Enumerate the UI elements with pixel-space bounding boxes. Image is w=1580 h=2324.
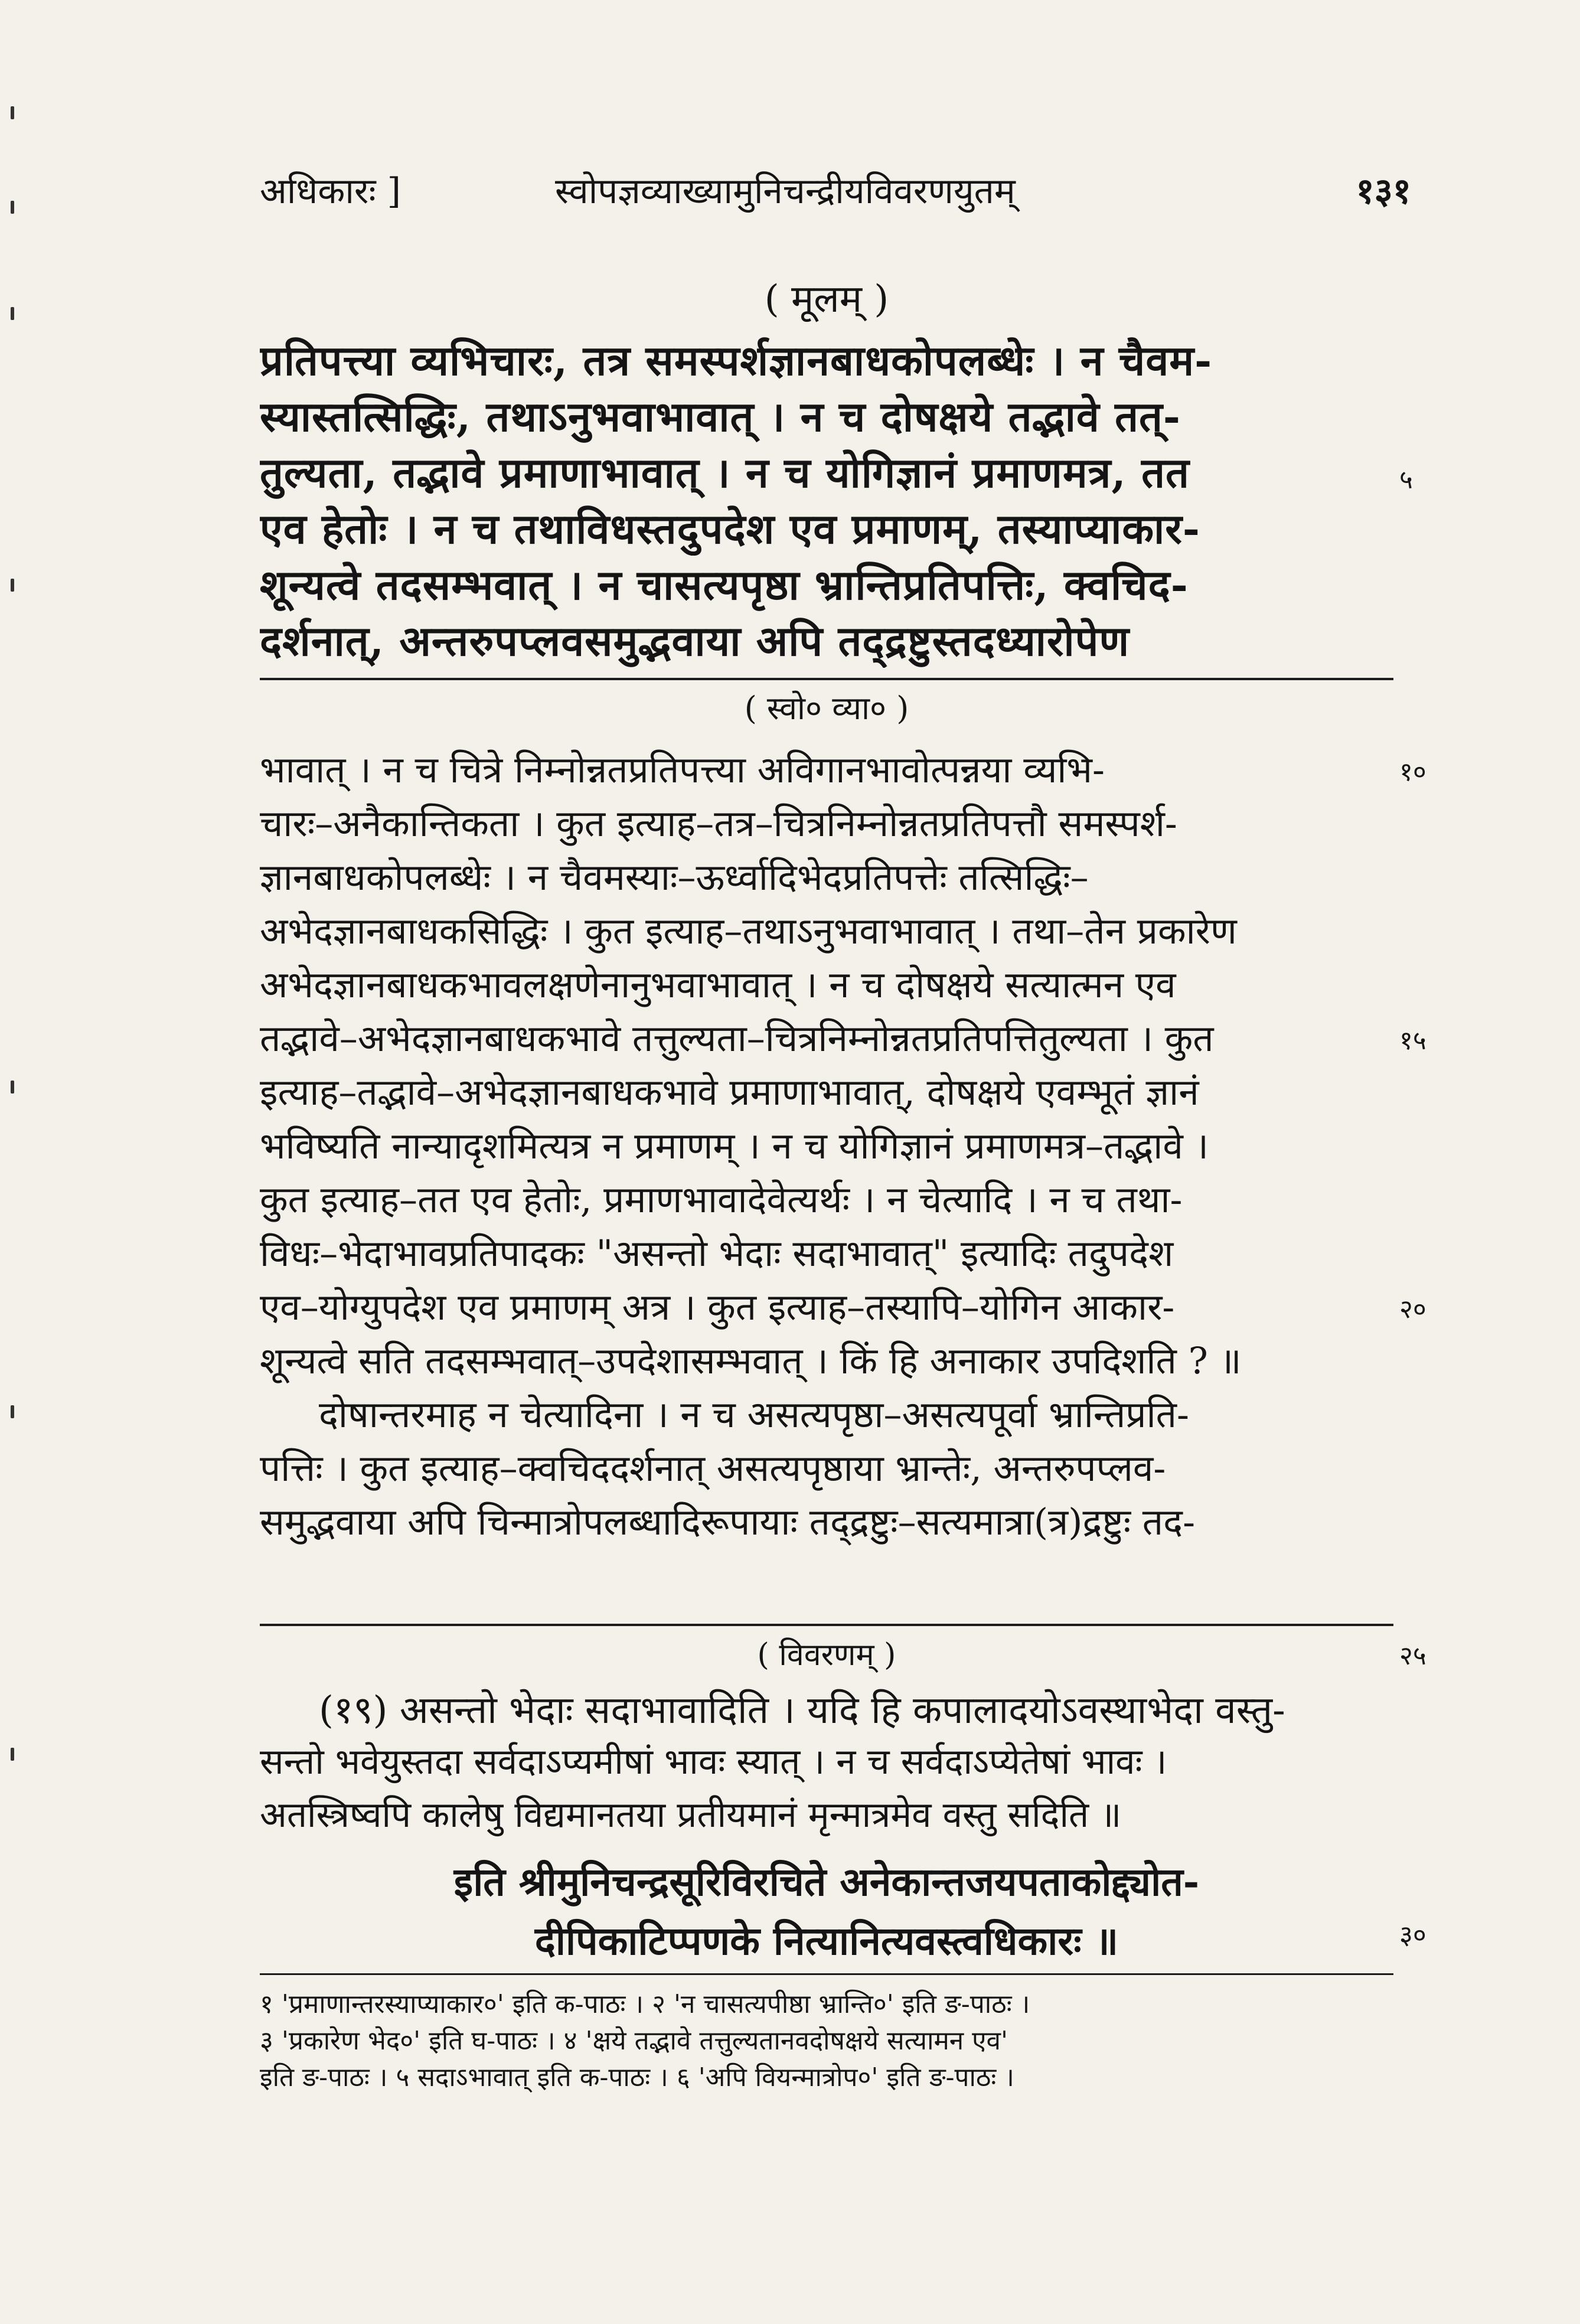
vyakhya-line: पत्तिः । कुत इत्याह–क्वचिददर्शनात् असत्यपृष्ठाया भ्रान्तेः, अन्तरुपप्लव- [260,1447,1166,1490]
vyakhya-line: चारः–अनैकान्तिकता । कुत इत्याह–तत्र–चित्रनिम्नोन्नतप्रतिपत्तौ समस्पर्श- [260,802,1177,845]
line-number: १५ [1399,1026,1426,1056]
mula-line: स्यास्तत्सिद्धिः, तथाऽनुभवाभावात् । न च दोषक्षये तद्भावे तत्- [260,392,1181,441]
vyakhya-heading: ( स्वो० व्या० ) [744,690,909,727]
vyakhya-line: समुद्भवाया अपि चिन्मात्रोपलब्धादिरूपायाः तद्द्रष्टुः–सत्यमात्रा(त्र)द्रष्टुः तद- [260,1500,1196,1543]
header-title: स्वोपज्ञव्याख्यामुनिचन्द्रीयविवरणयुतम् [555,171,1016,212]
line-number: २० [1399,1294,1426,1324]
scan-mark [11,1748,14,1761]
scan-mark [11,1081,14,1094]
vyakhya-line: अभेदज्ञानबाधकसिद्धिः । कुत इत्याह–तथाऽनुभवाभावात् । तथा–तेन प्रकारेण [260,909,1237,952]
section-divider [260,678,1393,680]
colophon-line: इति श्रीमुनिचन्द्रसूरिविरचिते अनेकान्तजयपताकोद्द्योत- [453,1859,1200,1905]
vivarana-line: अतस्त्रिष्वपि कालेषु विद्यमानतया प्रतीयमानं मृन्मात्रमेव वस्तु सदिति ॥ [260,1794,1122,1836]
vyakhya-line: विधः–भेदाभावप्रतिपादकः "असन्तो भेदाः सदाभावात्" इत्यादिः तदुपदेश [260,1232,1174,1275]
vivarana-line: सन्तो भवेयुस्तदा सर्वदाऽप्यमीषां भावः स्यात् । न च सर्वदाऽप्येतेषां भावः । [260,1741,1167,1783]
vyakhya-line: भविष्यति नान्यादृशमित्यत्र न प्रमाणम् । न च योगिज्ञानं प्रमाणमत्र–तद्भावे । [260,1124,1209,1167]
vyakhya-line: इत्याह–तद्भावे–अभेदज्ञानबाधकभावे प्रमाणाभावात्, दोषक्षये एवम्भूतं ज्ञानं [260,1070,1199,1114]
scan-mark [11,1405,14,1418]
running-header [260,165,1411,230]
scan-mark [11,106,14,119]
mula-line: एव हेतोः । न च तथाविधस्तदुपदेश एव प्रमाणम्, तस्याप्याकार- [260,504,1200,553]
footnote-line: १ 'प्रमाणान्तरस्याप्याकार०' इति क-पाठः । २ 'न चासत्यपीष्ठा भ्रान्ति०' इति ङ-पाठः । [260,1989,1030,2019]
section-divider [260,1624,1393,1626]
header-section: अधिकारः ] [260,171,401,212]
vyakhya-line: तद्भावे–अभेदज्ञानबाधकभावे तत्तुल्यता–चित्रनिम्नोन्नतप्रतिपत्तितुल्यता । कुत [260,1017,1214,1060]
footnote-line: इति ङ-पाठः । ५ सदाऽभावात् इति क-पाठः । ६ 'अपि वियन्मात्रोप०' इति ङ-पाठः । [260,2062,1014,2093]
scan-mark [11,579,14,592]
line-number: ३० [1399,1920,1426,1950]
mula-heading: ( मूलम् ) [764,278,889,321]
vivarana-heading: ( विवरणम् ) [757,1637,896,1673]
vivarana-line: (१९) असन्तो भेदाः सदाभावादिति । यदि हि कपालादयोऽवस्थाभेदा वस्तु- [319,1689,1285,1732]
scan-mark [11,201,14,214]
colophon-line: दीपिकाटिप्पणके नित्यानित्यवस्त्वधिकारः ॥ [534,1918,1119,1964]
scan-mark [11,307,14,320]
vyakhya-line: अभेदज्ञानबाधकभावलक्षणेनानुभवाभावात् । न च दोषक्षये सत्यात्मन एव [260,963,1176,1006]
vyakhya-line: शून्यत्वे सति तदसम्भवात्–उपदेशासम्भवात् । किं हि अनाकार उपदिशति ? ॥ [260,1339,1242,1382]
page-number: १३१ [1356,171,1411,212]
footnote-line: ३ 'प्रकारेण भेद०' इति घ-पाठः । ४ 'क्षये तद्भावे तत्तुल्यतानवदोषक्षये सत्यामन एव' [260,2026,1008,2056]
mula-line: तुल्यता, तद्भावे प्रमाणाभावात् । न च योगिज्ञानं प्रमाणमत्र, तत [260,448,1190,497]
vyakhya-line: कुत इत्याह–तत एव हेतोः, प्रमाणभावादेवेत्यर्थः । न चेत्यादि । न च तथा- [260,1178,1183,1221]
mula-line: दर्शनात्, अन्तरुपप्लवसमुद्भवाया अपि तद्द्रष्टुस्तदध्यारोपेण [260,616,1130,665]
line-number: ५ [1399,465,1413,495]
mula-line: प्रतिपत्त्या व्यभिचारः, तत्र समस्पर्शज्ञानबाधकोपलब्धेः । न चैवम- [260,336,1213,385]
line-number: २५ [1399,1641,1426,1671]
vyakhya-line: एव–योग्युपदेश एव प्रमाणम् अत्र । कुत इत्याह–तस्यापि–योगिन आकार- [260,1285,1175,1329]
footnote-divider [260,1973,1393,1975]
line-number: १० [1399,757,1426,787]
vyakhya-line: ज्ञानबाधकोपलब्धेः । न चैवमस्याः–ऊर्ध्वादिभेदप्रतिपत्तेः तत्सिद्धिः– [260,856,1089,899]
vyakhya-line: दोषान्तरमाह न चेत्यादिना । न च असत्यपृष्ठा–असत्यपूर्वा भ्रान्तिप्रति- [319,1393,1189,1436]
mula-line: शून्यत्वे तदसम्भवात् । न चासत्यपृष्ठा भ्रान्तिप्रतिपत्तिः, क्वचिद- [260,560,1189,609]
vyakhya-line: भावात् । न च चित्रे निम्नोन्नतप्रतिपत्त्या अविगानभावोत्पन्नया व्यभि- [260,748,1105,791]
